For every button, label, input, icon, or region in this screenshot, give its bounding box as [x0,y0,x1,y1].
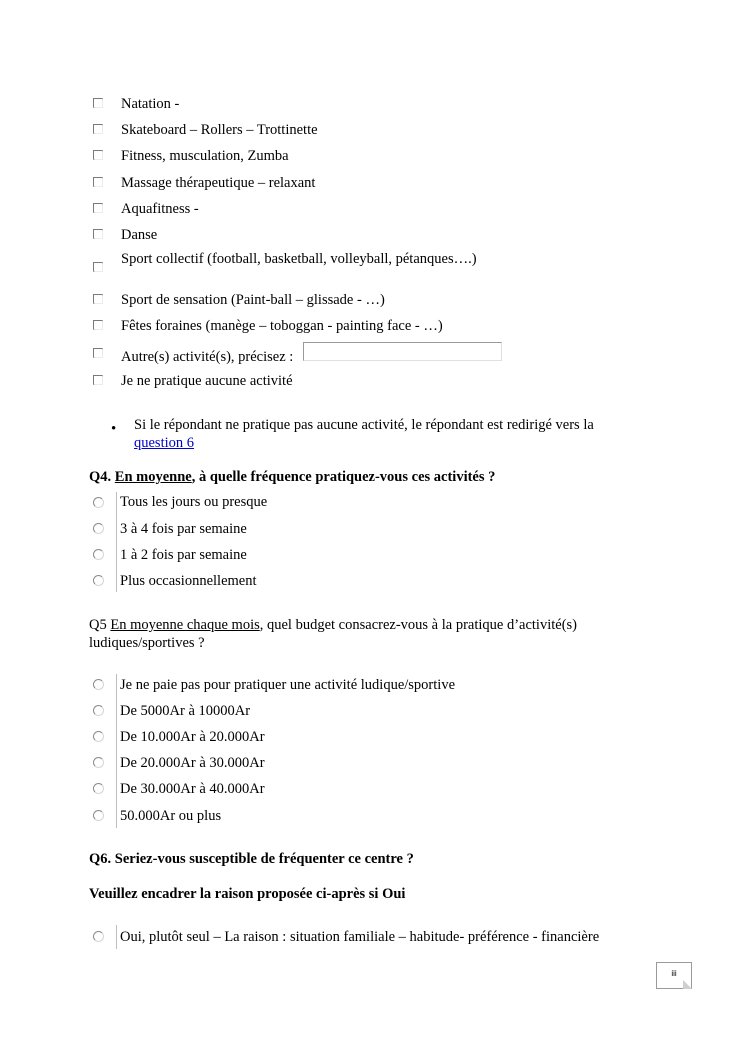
question-6-link[interactable]: question 6 [134,435,195,451]
checkbox-massage[interactable] [93,177,103,187]
checkbox-aquafitness[interactable] [93,203,103,213]
q4-radio-occasional[interactable] [93,575,104,586]
q5-option-label: 50.000Ar ou plus [120,808,222,824]
q5-option-label: De 30.000Ar à 40.000Ar [120,781,265,797]
activity-label: Skateboard – Rollers – Trottinette [121,122,318,138]
q5-line2: ludiques/sportives ? [89,635,205,651]
q5-title [89,616,577,652]
q5-radio-30000-40000[interactable] [93,783,104,794]
activity-label: Autre(s) activité(s), précisez : [121,349,294,365]
q4-rest: , à quelle fréquence pratiquez-vous ces activités ? [191,469,496,485]
q5-radio-50000-plus[interactable] [93,810,104,821]
activity-label: Aquafitness - [121,201,199,217]
other-activity-input[interactable] [303,342,502,361]
q4-option-label: Tous les jours ou presque [120,494,268,510]
q4-title [89,468,495,486]
checkbox-autres[interactable] [93,348,103,358]
checkbox-skateboard[interactable] [93,124,103,134]
checkbox-fitness[interactable] [93,150,103,160]
activity-label: Natation - [121,96,180,112]
activity-label: Fitness, musculation, Zumba [121,148,289,164]
q5-radio-5000-10000[interactable] [93,705,104,716]
q4-underlined: En moyenne [114,469,192,485]
checkbox-sport-collectif[interactable] [93,262,103,272]
q6-radio-oui-seul[interactable] [93,931,104,942]
q5-option-label: De 5000Ar à 10000Ar [120,703,251,719]
q5-option-label: De 20.000Ar à 30.000Ar [120,755,265,771]
q4-option-label: 1 à 2 fois par semaine [120,547,247,563]
q5-rest: , quel budget consacrez-vous à la pratique d’activité(s) [259,617,578,633]
activity-label: Sport de sensation (Paint-ball – glissade - …) [121,292,385,308]
checkbox-natation[interactable] [93,98,103,108]
page-number: iii [656,962,692,989]
page-fold-icon [683,980,692,989]
checkbox-danse[interactable] [93,229,103,239]
q5-underlined: En moyenne chaque mois [110,617,260,633]
bullet-dot: • [111,421,117,437]
activity-label: Sport collectif (football, basketball, volleyball, pétanques….) [121,251,477,267]
q5-option-label: Je ne paie pas pour pratiquer une activité ludique/sportive [120,677,456,693]
checkbox-sport-sensation[interactable] [93,294,103,304]
q6-title: Q6. Seriez-vous susceptible de fréquenter ce centre ? [89,851,414,867]
activity-label: Massage thérapeutique – relaxant [121,175,316,191]
q5-radio-20000-30000[interactable] [93,757,104,768]
q4-prefix: Q4. [89,469,115,485]
redirect-note [134,416,594,452]
q5-prefix: Q5 [89,617,111,633]
q4-radio-3-4[interactable] [93,523,104,534]
checkbox-aucune[interactable] [93,375,103,385]
q5-radio-no-pay[interactable] [93,679,104,690]
q5-divider [116,674,117,828]
q5-radio-10000-20000[interactable] [93,731,104,742]
q6-option-label: Oui, plutôt seul – La raison : situation familiale – habitude- préférence - financière [120,929,600,945]
activity-label: Fêtes foraines (manège – toboggan - painting face - …) [121,318,443,334]
q5-option-label: De 10.000Ar à 20.000Ar [120,729,265,745]
q6-divider [116,925,117,949]
q4-option-label: 3 à 4 fois par semaine [120,521,247,537]
q4-divider [116,492,117,592]
q4-radio-1-2[interactable] [93,549,104,560]
q6-instruction: Veuillez encadrer la raison proposée ci-après si Oui [89,886,406,902]
checkbox-fetes-foraines[interactable] [93,320,103,330]
q4-radio-daily[interactable] [93,497,104,508]
redirect-note-text: Si le répondant ne pratique pas aucune activité, le répondant est redirigé vers la [134,417,594,433]
activity-label: Je ne pratique aucune activité [121,373,293,389]
q4-option-label: Plus occasionnellement [120,573,257,589]
activity-label: Danse [121,227,158,243]
